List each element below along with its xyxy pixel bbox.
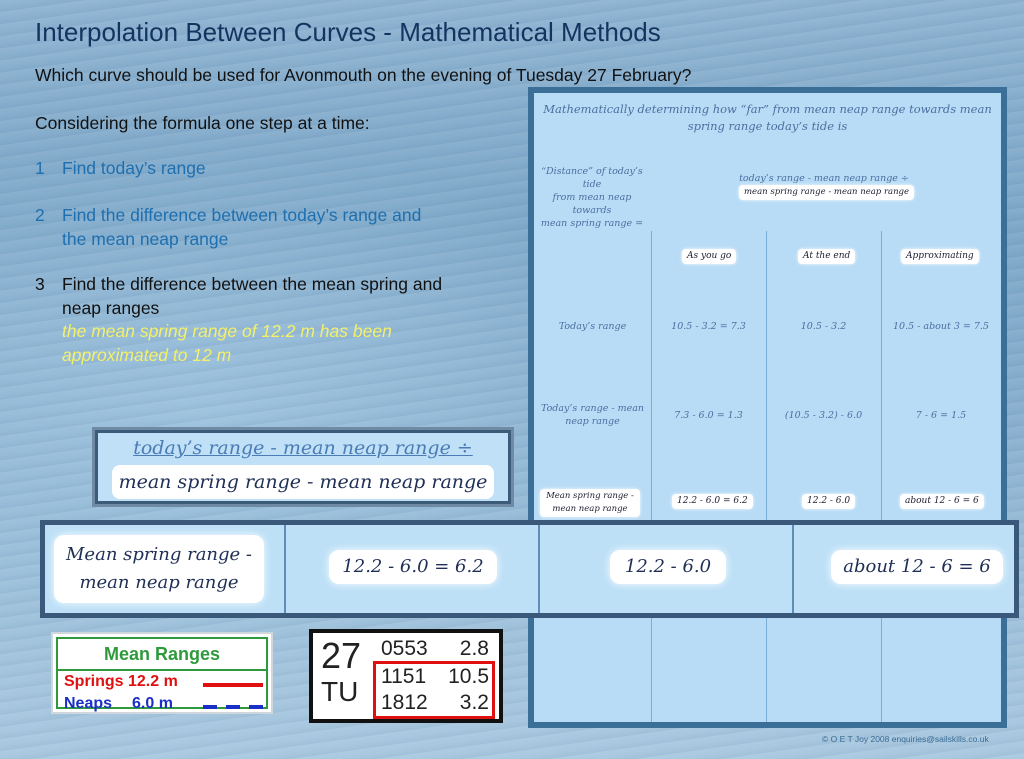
band-label-line: Mean spring range - [66,544,252,565]
cell-value: 10.5 - 3.2 [800,321,847,332]
band-divider [792,525,794,613]
neaps-line-sample [249,705,263,709]
tide-day-number: 27 [321,635,362,676]
cell-value: 7 - 6 = 1.5 [915,410,967,421]
panel-formula-bottom: mean spring range - mean neap range [739,185,914,200]
cell-value: (10.5 - 3.2) - 6.0 [784,410,863,421]
tide-height: 2.8 [459,637,489,660]
step-text-cont: the mean neap range [62,229,229,249]
approximation-note [62,319,392,367]
column-header-as-you-go: As you go [682,249,736,264]
step-text-cont: neap ranges [62,298,160,318]
row-label-line: Mean spring range - [546,491,634,501]
tide-height: 10.5 [448,665,489,688]
row-label-spring-minus-neap [540,489,640,517]
neaps-value: 6.0 m [132,695,173,712]
note-line: approximated to 12 m [62,345,232,365]
tide-table-excerpt [309,629,503,723]
row-label-line: Today’s range - mean [540,403,645,414]
band-label-line: mean neap range [79,572,239,593]
note-line: the mean spring range of 12.2 m has been [62,321,392,341]
springs-line-sample [203,683,263,687]
step-2 [35,203,421,251]
column-header-at-the-end: At the end [798,249,855,264]
calculation-panel [528,87,1007,728]
neaps-row [64,695,173,713]
row-label-line: mean neap range [552,504,628,514]
band-row-label [54,535,264,603]
cell-value: 10.5 - 3.2 = 7.3 [671,321,746,332]
distance-label-line: from mean neap towards [552,192,632,216]
springs-row [64,673,178,691]
distance-label [536,165,648,230]
mean-ranges-divider [58,669,266,671]
calculation-panel-inner [534,93,1001,722]
formula-box-inner [98,433,508,501]
tide-time: 0553 [381,637,428,660]
mean-ranges-legend [51,632,273,714]
panel-formula-top: today’s range - mean neap range ÷ [739,173,909,184]
cell-value: 12.2 - 6.0 [802,494,855,509]
step-number: 3 [35,274,45,294]
panel-heading [534,101,1001,135]
band-divider [538,525,540,613]
cell-value: about 12 - 6 = 6 [900,494,984,509]
cell-value: 12.2 - 6.0 = 6.2 [672,494,753,509]
step-number: 2 [35,205,45,225]
cell-value: 7.3 - 6.0 = 1.3 [674,410,743,421]
neaps-line-sample [203,705,217,709]
column-divider [881,231,882,722]
mean-ranges-title: Mean Ranges [103,644,221,664]
column-divider [766,231,767,722]
row-label-line: neap range [565,416,620,427]
tide-weekday: TU [321,676,359,707]
question-text: Which curve should be used for Avonmouth on the evening of Tuesday 27 February? [35,65,692,85]
considering-text: Considering the formula one step at a time: [35,113,370,133]
band-cell-as-you-go: 12.2 - 6.0 = 6.2 [329,550,497,584]
springs-label: Springs 12.2 m [64,673,178,690]
formula-denominator: mean spring range - mean neap range [112,465,494,499]
magnified-row-band [40,520,1019,618]
row-label-todays-range: Today’s range [558,321,627,332]
mean-ranges-inner [56,637,268,712]
copyright-notice: © O E T Joy 2008 enquiries@sailskills.co.uk [822,734,989,744]
column-divider [651,231,652,722]
step-text: Find the difference between today’s range and [62,205,422,225]
distance-label-line: mean spring range = [540,218,644,229]
column-header-approximating: Approximating [901,249,979,264]
step-3 [35,272,442,320]
step-text: Find the difference between the mean spring and [62,274,443,294]
step-text: Find today’s range [62,158,206,178]
row-label-difference-neap [534,402,651,428]
panel-heading-line: spring range today’s tide is [687,119,848,133]
tide-highlight-box [373,661,495,719]
band-cell-at-the-end: 12.2 - 6.0 [610,550,726,584]
panel-heading-line: Mathematically determining how “far” from mean neap range towards mean [543,102,992,116]
tide-time: 1151 [381,665,427,688]
tide-time: 1812 [381,691,428,714]
tide-entry [381,637,489,661]
formula-box [92,427,514,507]
neaps-label: Neaps [64,695,113,712]
distance-label-line: “Distance” of today’s tide [541,166,643,190]
band-divider [284,525,286,613]
page-title: Interpolation Between Curves - Mathematical Methods [35,17,661,47]
tide-height: 3.2 [459,691,489,714]
step-1 [35,156,206,180]
neaps-line-sample [226,705,240,709]
step-number: 1 [35,158,45,178]
cell-value: 10.5 - about 3 = 7.5 [893,321,989,332]
formula-numerator: today’s range - mean neap range ÷ [133,437,473,459]
magnified-row-inner [45,525,1014,613]
band-cell-approximating: about 12 - 6 = 6 [831,550,1003,584]
